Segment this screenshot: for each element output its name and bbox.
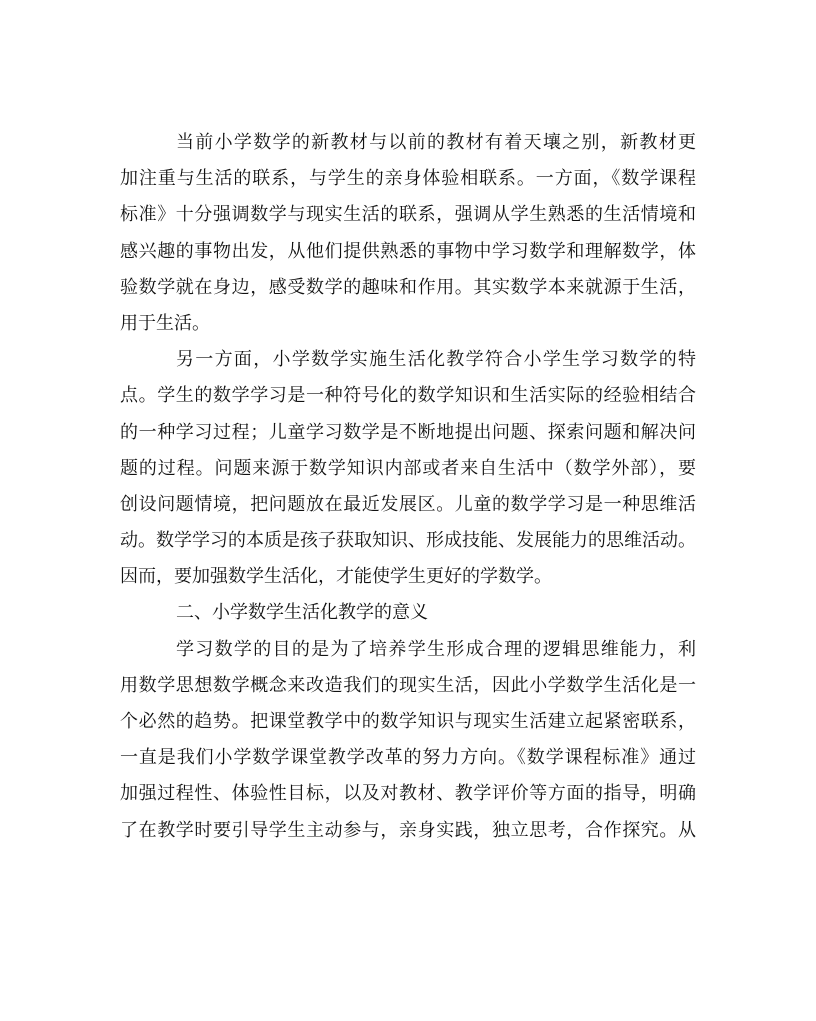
- section-heading: 二、小学数学生活化教学的意义: [176, 602, 428, 624]
- paragraph-3-line-6: 了在教学时要引导学生主动参与，亲身实践，独立思考，合作探究。从: [120, 819, 696, 841]
- paragraph-2-line-6: 动。数学学习的本质是孩子获取知识、形成技能、发展能力的思维活动。: [120, 530, 696, 552]
- paragraph-2-line-5: 创设问题情境，把问题放在最近发展区。儿童的数学学习是一种思维活: [120, 493, 696, 515]
- document-body: [120, 125, 696, 849]
- paragraph-2-line-7: 因而，要加强数学生活化，才能使学生更好的学数学。: [120, 566, 552, 588]
- paragraph-1-line-5: 验数学就在身边，感受数学的趣味和作用。其实数学本来就源于生活，: [120, 276, 696, 298]
- paragraph-3-line-3: 个必然的趋势。把课堂教学中的数学知识与现实生活建立起紧密联系，: [120, 711, 696, 732]
- paragraph-3-line-2: 用数学思想数学概念来改造我们的现实生活，因此小学数学生活化是一: [120, 674, 696, 696]
- paragraph-1-line-1: 当前小学数学的新教材与以前的教材有着天壤之别，新教材更: [176, 132, 696, 153]
- paragraph-2-line-3: 的一种学习过程；儿童学习数学是不断地提出问题、探索问题和解决问: [120, 421, 696, 443]
- paragraph-2-line-4: 题的过程。问题来源于数学知识内部或者来自生活中（数学外部），要: [120, 457, 696, 479]
- paragraph-2-line-2: 点。学生的数学学习是一种符号化的数学知识和生活实际的经验相结合: [120, 385, 696, 407]
- paragraph-1-line-4: 感兴趣的事物出发，从他们提供熟悉的事物中学习数学和理解数学，体: [120, 240, 696, 262]
- paragraph-3-line-4: 一直是我们小学数学课堂教学改革的努力方向。《数学课程标准》通过: [120, 747, 696, 769]
- paragraph-1-line-6: 用于生活。: [120, 312, 210, 334]
- paragraph-2-line-1: 另一方面，小学数学实施生活化教学符合小学生学习数学的特: [176, 349, 696, 371]
- paragraph-1-line-3: 标准》十分强调数学与现实生活的联系，强调从学生熟悉的生活情境和: [120, 204, 696, 226]
- paragraph-3-line-1: 学习数学的目的是为了培养学生形成合理的逻辑思维能力，利: [176, 638, 696, 660]
- paragraph-3-line-5: 加强过程性、体验性目标，以及对教材、教学评价等方面的指导，明确: [120, 783, 696, 805]
- paragraph-1-line-2: 加注重与生活的联系，与学生的亲身体验相联系。一方面，《数学课程: [120, 168, 696, 190]
